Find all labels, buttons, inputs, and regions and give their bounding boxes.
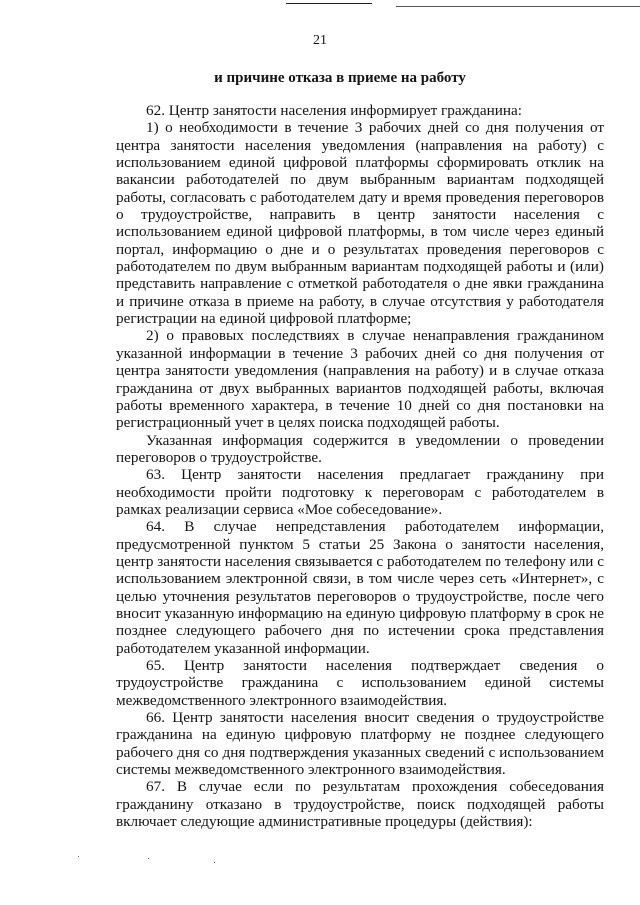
scan-artifact-line (286, 3, 372, 4)
paragraph-66: 66. Центр занятости населения вносит сведения о трудоустройстве гражданина на единую цифровую платформу не позднее следующего рабочего дня со дня подтверждения указанных сведений с использованием системы межведомственного электронного взаимодействия. (116, 709, 604, 779)
scan-speck (214, 862, 215, 863)
scan-speck (78, 856, 79, 857)
paragraph-62: 62. Центр занятости населения информирует гражданина: (146, 102, 522, 119)
paragraph-62-item-2: 2) о правовых последствиях в случае ненаправления гражданином указанной информации в течение 3 рабочих дней со дня получения от центра занятости уведомления (направления на работу) и в случае отказа гражданина от двух выбранных вариантов подходящей работы, включая работы временного характера, в течение 10 дней со дня постановки на регистрационный учет в целях поиска подходящей работы. (116, 327, 604, 432)
paragraph-62-note: Указанная информация содержится в уведомлении о проведении переговоров о трудоустройстве. (116, 431, 604, 466)
paragraph-62-item-1: 1) о необходимости в течение 3 рабочих дней со дня получения от центра занятости населения уведомления (направления на работу) с использованием единой цифровой платформы сформировать отклик на вакансии работодателей по двум выбранным вариантам подходящей работы, согласовать с работодателем дату и время проведения переговоров о трудоустройстве, направить в центр занятости населения с использованием единой цифровой платформы, в том числе через единый портал, информацию о дне и о результатах проведения переговоров с работодателем по двум выбранным вариантам подходящей работы и (или) представить направление с отметкой работодателя о дне явки гражданина и причине отказа в приеме на работу, в случае отсутствия у работодателя регистрации на единой цифровой платформе; (116, 119, 604, 328)
page-number: 21 (313, 33, 327, 48)
section-heading: и причине отказа в приеме на работу (214, 70, 466, 86)
scan-artifact-line (396, 6, 640, 7)
paragraph-63: 63. Центр занятости населения предлагает гражданину при необходимости пройти подготовку к переговорам с работодателем в рамках реализации сервиса «Мое собеседование». (116, 466, 604, 518)
paragraph-65: 65. Центр занятости населения подтверждает сведения о трудоустройстве гражданина с использованием единой системы межведомственного электронного взаимодействия. (116, 657, 604, 709)
paragraph-64: 64. В случае непредставления работодателем информации, предусмотренной пунктом 5 статьи 25 Закона о занятости населения, центр занятости населения связывается с работодателем по телефону или с использованием электронной связи, в том числе через сеть «Интернет», с целью уточнения результатов переговоров о трудоустройстве, после чего вносит указанную информацию на единую цифровую платформу в срок не позднее следующего рабочего дня по истечении срока представления работодателем указанной информации. (116, 518, 604, 657)
document-body (116, 102, 604, 830)
scan-speck (148, 858, 149, 859)
paragraph-67: 67. В случае если по результатам прохождения собеседования гражданину отказано в трудоустройстве, поиск подходящей работы включает следующие административные процедуры (действия): (116, 778, 604, 831)
